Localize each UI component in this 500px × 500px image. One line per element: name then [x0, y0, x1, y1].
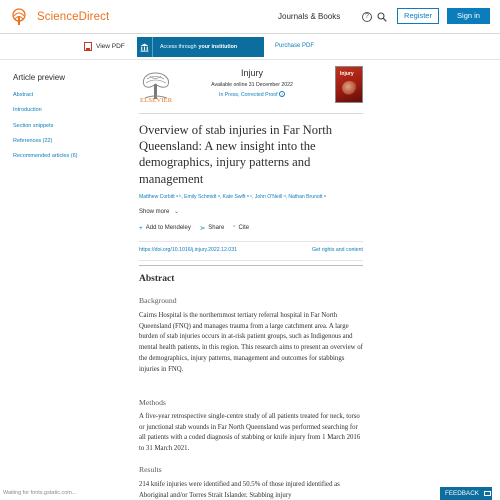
chat-icon: [484, 491, 491, 496]
cite-button[interactable]: [233, 224, 249, 232]
view-pdf-label: View PDF: [96, 43, 125, 50]
available-online-date: Available online 31 December 2022: [211, 82, 293, 88]
cover-graphic: [342, 81, 357, 95]
section-heading-results: Results: [139, 465, 162, 474]
doi-link[interactable]: https://doi.org/10.1016/j.injury.2022.12.031: [139, 247, 237, 253]
section-text-background: Cairns Hospital is the northernmost tertiary referral hospital in Far North Queensland (FNQ) and manages trauma from a large catchment area. A large burden of stab injuries occurs in at-risk patient groups, such as Indigenous and mental health patients, in this region. This research aims to present an overview of the demographics, injury patterns, management and outcomes for stabbings injuries in FNQ.: [139, 312, 363, 373]
section-heading-background: Background: [139, 296, 177, 305]
journal-header: [139, 66, 363, 106]
section-text-methods: A five-year retrospective single-centre study of all patients treated for neck, torso or junctional stab wounds in Far North Queensland was performed searching for all patients with a coded diagnosis of stabbing or knife injury from 1 March 2016 to 31 March 2021.: [139, 413, 361, 453]
feedback-label: FEEDBACK: [445, 490, 479, 497]
access-bold: your institution: [198, 44, 238, 50]
section-text-results: 214 knife injuries were identified and 50.5% of those injured identified as Aboriginal and/or Torres Strait Islander. Stabbing injury: [139, 481, 340, 499]
sign-in-button[interactable]: Sign in: [447, 8, 490, 24]
sidebar-item-recommended[interactable]: Recommended articles (6): [13, 153, 78, 160]
sidebar-item-abstract[interactable]: Abstract: [13, 92, 34, 98]
in-press-link[interactable]: [187, 91, 317, 98]
rights-link[interactable]: Get rights and content: [311, 247, 363, 253]
journals-books-link[interactable]: Journals & Books: [278, 12, 341, 21]
abstract-heading: Abstract: [139, 274, 175, 284]
doi-row: [139, 241, 363, 261]
info-icon: ?: [280, 92, 284, 97]
share-label: Share: [208, 225, 225, 231]
divider: [139, 265, 363, 266]
in-press-label: In Press, Corrected Proof: [219, 92, 278, 98]
cite-label: Cite: [238, 225, 250, 231]
article-title: Overview of stab injuries in Far North Queensland: A new insight into the demographics, injury patterns and management: [139, 123, 333, 186]
sidebar-item-section-snippets[interactable]: Section snippets: [13, 122, 54, 129]
article-outline-sidebar: [13, 73, 123, 168]
sidebar-title: Article preview: [13, 73, 66, 82]
cover-title: Injury: [340, 71, 354, 77]
register-button[interactable]: Register: [397, 8, 439, 24]
quote-icon: ”: [233, 224, 236, 232]
search-icon[interactable]: [377, 12, 387, 22]
show-more-button[interactable]: [139, 208, 179, 215]
institution-icon: [137, 37, 153, 57]
brand-name: ScienceDirect: [37, 11, 110, 23]
top-header: [0, 0, 500, 34]
author-list[interactable]: Matthew Corbitt ᵃ ᵇ, Emily Schmidt ᵃ, Kate Swift ᵃ ᶜ, John O'Neill ᵈ, Nathan Brunott ᵃ: [139, 194, 326, 200]
journal-cover-image[interactable]: [335, 66, 363, 103]
purchase-pdf-link[interactable]: Purchase PDF: [275, 43, 315, 49]
elsevier-tree-icon: [10, 8, 28, 26]
section-heading-methods: Methods: [139, 398, 166, 407]
sidebar-item-references[interactable]: References (22): [13, 137, 53, 144]
journal-info: [187, 68, 317, 98]
pdf-icon: [84, 42, 92, 51]
journal-name-link[interactable]: Injury: [240, 68, 263, 78]
chevron-down-icon: ⌄: [174, 209, 180, 215]
plus-icon: +: [139, 224, 143, 232]
access-institution-button[interactable]: [137, 37, 264, 57]
browser-status-text: Waiting for fonts.gstatic.com...: [3, 490, 77, 496]
sciencedirect-logo[interactable]: [10, 8, 109, 26]
show-more-label: Show more: [139, 209, 170, 215]
divider: [139, 113, 363, 114]
add-mendeley-label: Add to Mendeley: [145, 225, 191, 231]
feedback-button[interactable]: [440, 487, 492, 500]
article-tools: [139, 224, 249, 232]
share-icon: ⋗: [199, 225, 206, 232]
share-button[interactable]: [200, 224, 224, 232]
article-action-bar: [0, 34, 500, 60]
publisher-name: ELSEVIER: [140, 97, 173, 104]
help-icon[interactable]: ?: [362, 12, 372, 22]
access-prefix: Access through: [160, 44, 197, 50]
add-mendeley-button[interactable]: [139, 224, 191, 232]
view-pdf-button[interactable]: [84, 42, 125, 51]
sidebar-item-introduction[interactable]: Introduction: [13, 107, 42, 114]
